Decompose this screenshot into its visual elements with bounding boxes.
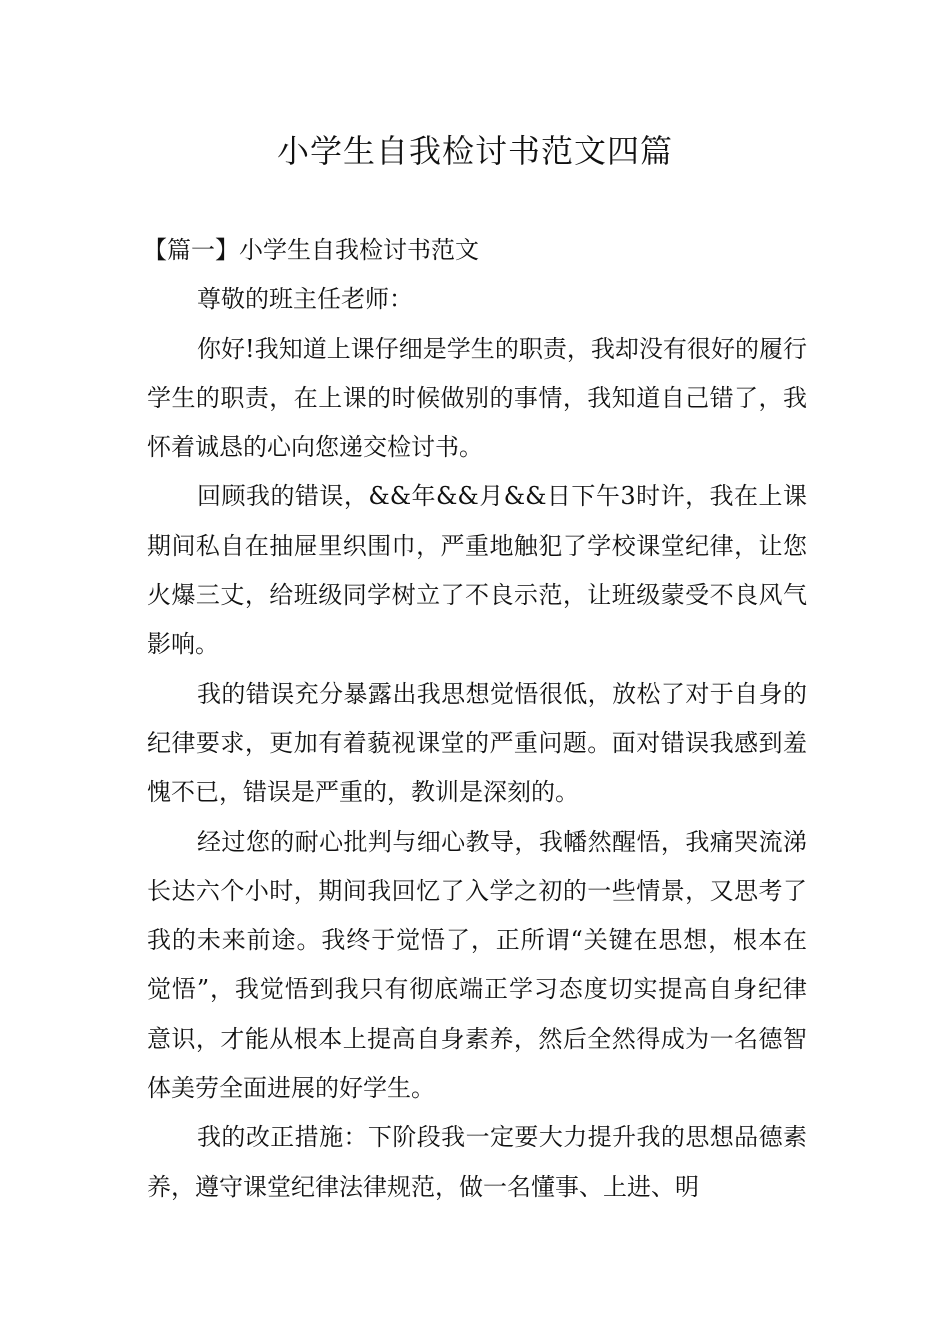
body-paragraph: 我的改正措施：下阶段我一定要大力提升我的思想品德素养，遵守课堂纪律法律规范，做一名懂事、上进、明 xyxy=(147,1123,807,1201)
body-paragraph: 经过您的耐心批判与细心教导，我幡然醒悟，我痛哭流涕长达六个小时，期间我回忆了入学之初的一些情景，又思考了我的未来前途。我终于觉悟了，正所谓“关键在思想，根本在觉悟”，我觉悟到我只有彻底端正学习态度切实提高自身纪律意识，才能从根本上提高自身素养，然后全然得成为一名德智体美劳全面进展的好学生。 xyxy=(147,827,807,1103)
section-heading: 【篇一】小学生自我检讨书范文 xyxy=(143,236,479,264)
document-body xyxy=(143,226,807,1212)
body-paragraph: 你好!我知道上课仔细是学生的职责，我却没有很好的履行学生的职责，在上课的时候做别的事情，我知道自己错了，我怀着诚恳的心向您递交检讨书。 xyxy=(147,334,807,462)
body-paragraph: 我的错误充分暴露出我思想觉悟很低，放松了对于自身的纪律要求，更加有着藐视课堂的严重问题。面对错误我感到羞愧不已，错误是严重的，教训是深刻的。 xyxy=(147,679,807,807)
body-paragraph: 回顾我的错误，&&年&&月&&日下午3时许，我在上课期间私自在抽屉里织围巾，严重地触犯了学校课堂纪律，让您火爆三丈，给班级同学树立了不良示范，让班级蒙受不良风气影响。 xyxy=(147,482,807,659)
document-title: 小学生自我检讨书范文四篇 xyxy=(276,132,673,170)
salutation: 尊敬的班主任老师： xyxy=(197,285,413,314)
